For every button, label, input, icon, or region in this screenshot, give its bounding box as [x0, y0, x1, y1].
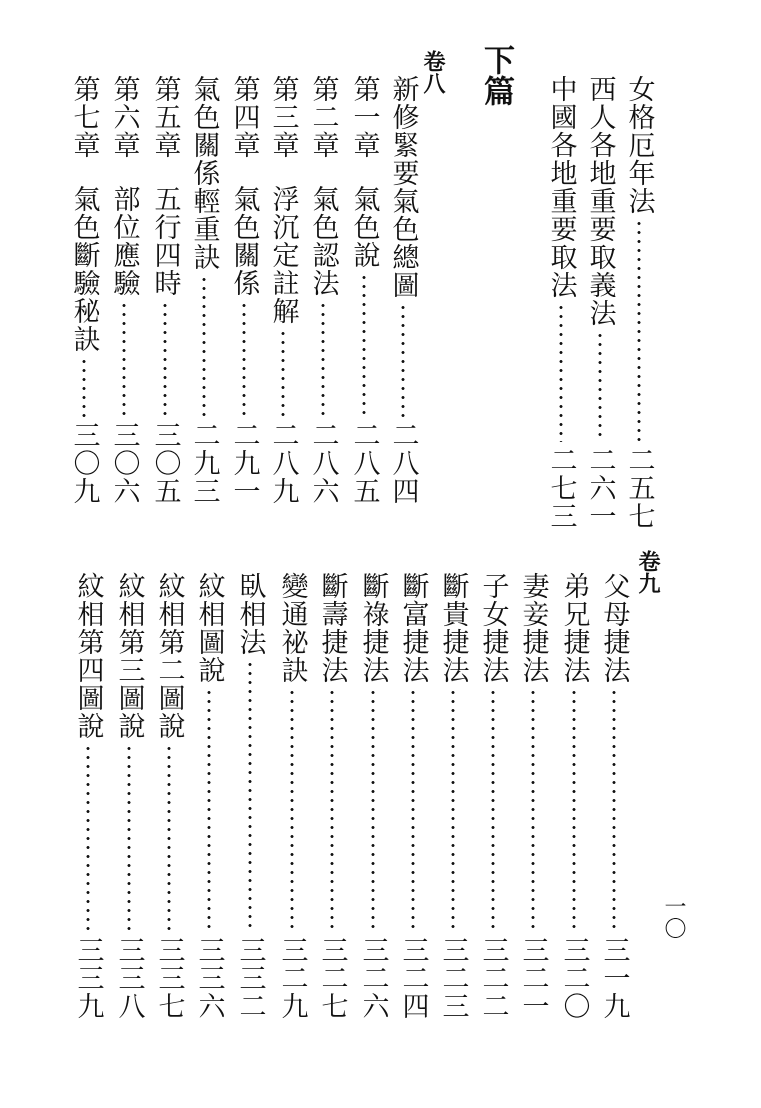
toc-entry-title: 紋相第二圖說 [153, 572, 185, 740]
leader-dots [167, 744, 171, 932]
leader-dots [531, 688, 535, 932]
toc-entry-title: 斷壽捷法 [316, 572, 348, 684]
toc-entry [112, 572, 146, 1020]
toc-entry [386, 75, 420, 505]
toc-entry-page: 三二〇 [558, 936, 590, 1020]
toc-entry-page: 三二二 [477, 936, 509, 1020]
toc-entry-title: 氣色斷驗秘訣 [68, 185, 100, 353]
toc-entry [436, 572, 470, 1020]
toc-entry-title: 中國各地重要取法 [545, 75, 577, 299]
leader-dots [86, 744, 90, 932]
leader-dots [202, 275, 206, 417]
toc-entry-title: 妻妾捷法 [517, 572, 549, 684]
toc-entry [71, 572, 105, 1020]
toc-entry-title: 變通祕訣 [276, 572, 308, 684]
toc-entry-page: 三三九 [72, 936, 104, 1020]
toc-entry-title: 子女捷法 [477, 572, 509, 684]
leader-dots [248, 660, 252, 932]
toc-entry [152, 572, 186, 1020]
leader-dots [401, 303, 405, 417]
toc-chapter-label: 第六章 [108, 75, 140, 159]
toc-entry-page: 三二七 [316, 936, 348, 1020]
toc-entry-title: 紋相第三圖說 [113, 572, 145, 740]
toc-entry-title: 臥相法 [234, 572, 266, 656]
toc-entry-page: 三〇五 [149, 421, 181, 505]
toc-chapter-label: 第四章 [228, 75, 260, 159]
toc-entry-page: 三二三 [437, 936, 469, 1020]
toc-entry [557, 572, 591, 1020]
toc-entry-page: 二五七 [623, 446, 655, 530]
toc-chapter-label: 第一章 [348, 75, 380, 159]
toc-entry-page: 三二九 [276, 936, 308, 1020]
toc-entry-page: 二八五 [348, 421, 380, 505]
toc-entry [516, 572, 550, 1020]
leader-dots [371, 688, 375, 932]
toc-entry [356, 572, 390, 1020]
toc-entry [306, 75, 340, 505]
toc-entry [476, 572, 510, 1020]
leader-dots [330, 688, 334, 932]
toc-entry-title: 浮沉定註解 [267, 185, 299, 325]
toc-entry-title: 五行四時 [149, 185, 181, 297]
leader-dots [321, 301, 325, 417]
toc-entry [192, 572, 226, 1020]
toc-entry-title: 斷貴捷法 [437, 572, 469, 684]
leader-dots [290, 688, 294, 932]
leader-dots [411, 688, 415, 932]
volume-label: 卷九 [635, 550, 661, 594]
toc-entry-title: 氣色關係輕重訣 [188, 75, 220, 271]
toc-entry-page: 三三二 [234, 936, 266, 1020]
toc-entry-page: 三二四 [397, 936, 429, 1020]
leader-dots [491, 688, 495, 932]
toc-entry [67, 75, 101, 505]
toc-entry-page: 三三七 [153, 936, 185, 1020]
toc-entry-title: 女格厄年法 [623, 75, 655, 215]
section-title: 下篇 [478, 44, 514, 106]
toc-entry-page: 二六一 [584, 446, 616, 530]
toc-entry [597, 572, 631, 1020]
toc-entry-page: 二八九 [267, 421, 299, 505]
toc-entry-page: 二九三 [188, 421, 220, 505]
toc-entry-title: 部位應驗 [108, 185, 140, 297]
toc-entry [227, 75, 261, 505]
toc-entry [622, 75, 656, 530]
toc-entry-page: 二九一 [228, 421, 260, 505]
volume-label: 卷八 [420, 50, 446, 94]
toc-entry-title: 新修緊要氣色總圖 [387, 75, 419, 299]
toc-entry-title: 紋相第四圖說 [72, 572, 104, 740]
toc-entry-title: 父母捷法 [598, 572, 630, 684]
toc-entry [396, 572, 430, 1020]
toc-entry-title: 斷祿捷法 [357, 572, 389, 684]
toc-entry [583, 75, 617, 530]
leader-dots [242, 301, 246, 417]
toc-chapter-label: 第七章 [68, 75, 100, 159]
leader-dots [163, 301, 167, 417]
toc-entry [107, 75, 141, 505]
toc-entry-page: 三〇九 [68, 421, 100, 505]
toc-entry-title: 西人各地重要取義法 [584, 75, 616, 327]
toc-entry [233, 572, 267, 1020]
toc-chapter-label: 第三章 [267, 75, 299, 159]
toc-entry [187, 75, 221, 505]
toc-entry-title: 紋相圖說 [193, 572, 225, 684]
toc-entry [544, 75, 578, 530]
toc-chapter-label: 第五章 [149, 75, 181, 159]
toc-chapter-label: 第二章 [307, 75, 339, 159]
leader-dots [281, 329, 285, 417]
toc-entry [347, 75, 381, 505]
leader-dots [127, 744, 131, 932]
toc-entry-page: 二八六 [307, 421, 339, 505]
leader-dots [612, 688, 616, 932]
toc-entry-page: 三三六 [193, 936, 225, 1020]
toc-entry-title: 氣色關係 [228, 185, 260, 297]
toc-entry-page: 三三八 [113, 936, 145, 1020]
toc-entry-page: 二八四 [387, 421, 419, 505]
leader-dots [122, 301, 126, 417]
leader-dots [82, 357, 86, 417]
toc-entry-title: 氣色認法 [307, 185, 339, 297]
toc-entry [148, 75, 182, 505]
leader-dots [572, 688, 576, 932]
leader-dots [207, 688, 211, 932]
toc-entry [275, 572, 309, 1020]
toc-entry-page: 三二六 [357, 936, 389, 1020]
toc-entry-title: 斷富捷法 [397, 572, 429, 684]
toc-entry-page: 二七三 [545, 446, 577, 530]
toc-entry-title: 弟兄捷法 [558, 572, 590, 684]
toc-entry-page: 三二一 [517, 936, 549, 1020]
toc-entry-page: 三一九 [598, 936, 630, 1020]
leader-dots [637, 219, 641, 442]
toc-entry-title: 氣色說 [348, 185, 380, 269]
leader-dots [451, 688, 455, 932]
leader-dots [598, 331, 602, 442]
toc-entry [266, 75, 300, 505]
leader-dots [362, 273, 366, 417]
toc-entry-page: 三〇六 [108, 421, 140, 505]
leader-dots [559, 303, 563, 442]
toc-entry [315, 572, 349, 1020]
page-number: 一〇 [661, 895, 686, 939]
